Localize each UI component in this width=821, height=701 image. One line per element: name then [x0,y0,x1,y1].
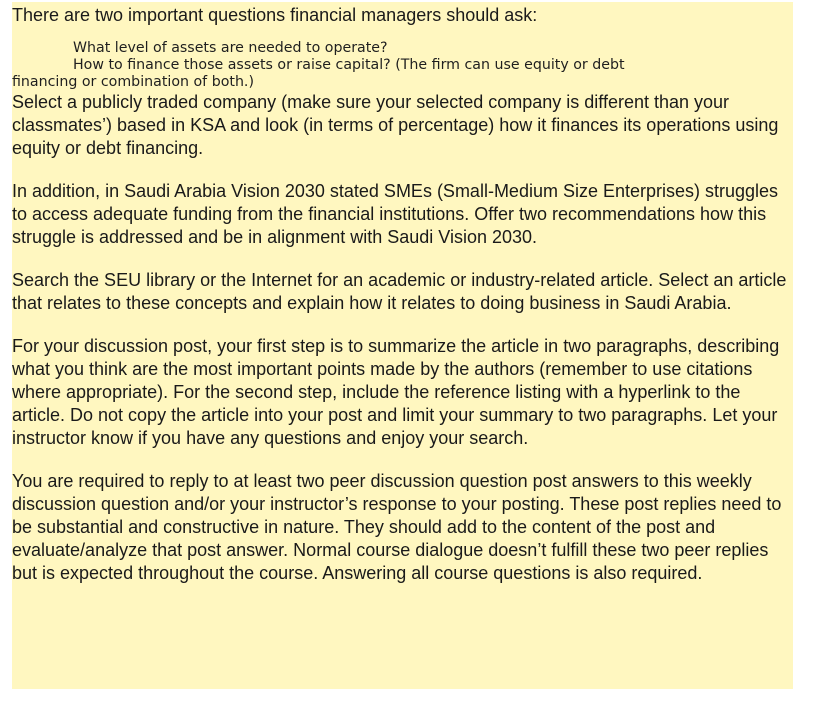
question-1: What level of assets are needed to operate? [73,40,388,56]
paragraph-sme-vision: In addition, in Saudi Arabia Vision 2030 stated SMEs (Small-Medium Size Enterprises) struggles to access adequate funding from the financial institutions. Offer two recommendations how this struggle is addressed and be in alignment with Saudi Vision 2030. [12,181,779,247]
paragraph-gap [12,249,793,269]
document-body [12,2,793,585]
paragraph-discussion-post: For your discussion post, your first step is to summarize the article in two paragraphs, describing what you think are the most important points made by the authors (remember to use citations where appropriate). For the second step, include the reference listing with a hyperlink to the article. Do not copy the article into your post and limit your summary to two paragraphs. Let your instructor know if you have any questions and enjoy your search. [12,336,780,448]
intro-line [12,2,793,40]
paragraph-library-search: Search the SEU library or the Internet for an academic or industry-related article. Select an article that relates to these concepts and explain how it relates to doing business in Saudi Arabia. [12,270,787,313]
questions-block [12,40,793,91]
paragraph-gap [12,160,793,180]
paragraph-gap [12,315,793,335]
intro-text: There are two important questions financial managers should ask: [12,5,538,25]
paragraph-company-selection: Select a publicly traded company (make sure your selected company is different than your classmates’) based in KSA and look (in terms of percentage) how it finances its operations using equity or debt financing. [12,92,779,158]
question-2-continued: financing or combination of both.) [12,74,254,90]
question-2: How to finance those assets or raise capital? (The firm can use equity or debt [73,57,625,73]
paragraph-gap [12,450,793,470]
paragraph-peer-replies: You are required to reply to at least two peer discussion question post answers to this weekly discussion question and/or your instructor’s response to your posting. These post replies need to be substantial and constructive in nature. They should add to the content of the post and evaluate/analyze that post answer. Normal course dialogue doesn’t fulfill these two peer replies but is expected throughout the course. Answering all course questions is also required. [12,471,782,583]
